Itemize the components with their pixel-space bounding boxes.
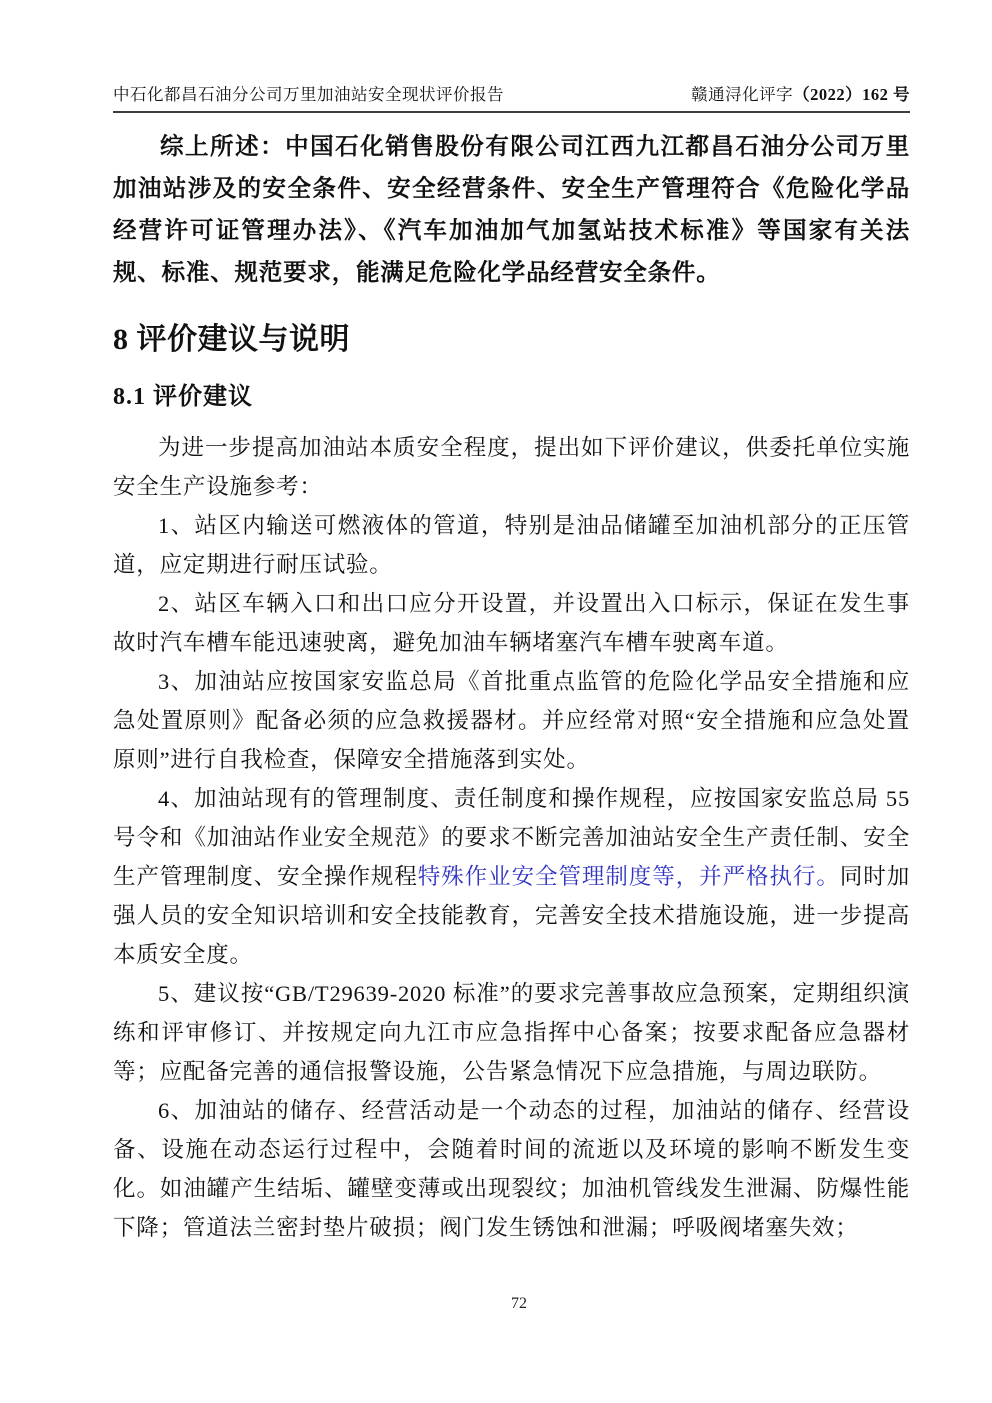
header-doc-number-value: （2022）162 号 [793,85,910,104]
recommendation-item-4-text-before: 4、加油站现有的管理制度、责任制度和操作规程，应按国家安监总局 55 号令和《加油站作业安全规范》的要求不断完善加油站安全生产责任制、安全生产管理制度、安全操作规程 [113,786,910,889]
recommendation-item-4-text-after: 同时加强人员的安全知识培训和安全技能教育，完善安全技术措施设施，进一步提高本质安全度。 [113,864,911,967]
recommendation-item-5: 5、建议按“GB/T29639-2020 标准”的要求完善事故应急预案，定期组织演练和评审修订、并按规定向九江市应急指挥中心备案；按要求配备应急器材等；应配备完善的通信报警设施，公告紧急情况下应急措施，与周边联防。 [113,981,910,1084]
page-header [113,84,910,113]
conclusion-summary-paragraph: 综上所述：中国石化销售股份有限公司江西九江都昌石油分公司万里加油站涉及的安全条件、安全经营条件、安全生产管理符合《危险化学品经营许可证管理办法》、《汽车加油加气加氢站技术标准》等国家有关法规、标准、规范要求，能满足危险化学品经营安全条件。 [113,134,910,286]
page-footer [113,1293,925,1315]
header-doc-number-prefix: 赣通浔化评字 [691,85,794,104]
page-body [113,126,910,1247]
recommendation-item-2: 2、站区车辆入口和出口应分开设置，并设置出入口标示，保证在发生事故时汽车槽车能迅速驶离，避免加油车辆堵塞汽车槽车驶离车道。 [113,591,910,655]
recommendation-item-4 [113,779,910,974]
page-number: 72 [511,1295,527,1312]
header-report-title: 中石化都昌石油分公司万里加油站安全现状评价报告 [113,85,504,104]
recommendation-item-4-highlighted-text: 特殊作业安全管理制度等，并严格执行。 [417,864,840,889]
recommendation-item-6: 6、加油站的储存、经营活动是一个动态的过程，加油站的储存、经营设备、设施在动态运行过程中，会随着时间的流逝以及环境的影响不断发生变化。如油罐产生结垢、罐壁变薄或出现裂纹；加油机管线发生泄漏、防爆性能下降；管道法兰密封垫片破损；阀门发生锈蚀和泄漏；呼吸阀堵塞失效； [113,1098,910,1240]
header-doc-number [691,84,910,106]
subsection-heading-8-1: 8.1 评价建议 [113,384,253,410]
recommendation-item-1: 1、站区内输送可燃液体的管道，特别是油品储罐至加油机部分的正压管道，应定期进行耐压试验。 [113,513,910,577]
recommendations-intro-paragraph: 为进一步提高加油站本质安全程度，提出如下评价建议，供委托单位实施安全生产设施参考： [113,435,910,499]
section-heading-8: 8 评价建议与说明 [113,323,350,356]
recommendation-item-3: 3、加油站应按国家安监总局《首批重点监管的危险化学品安全措施和应急处置原则》配备必须的应急救援器材。并应经常对照“安全措施和应急处置原则”进行自我检查，保障安全措施落到实处。 [113,669,910,772]
